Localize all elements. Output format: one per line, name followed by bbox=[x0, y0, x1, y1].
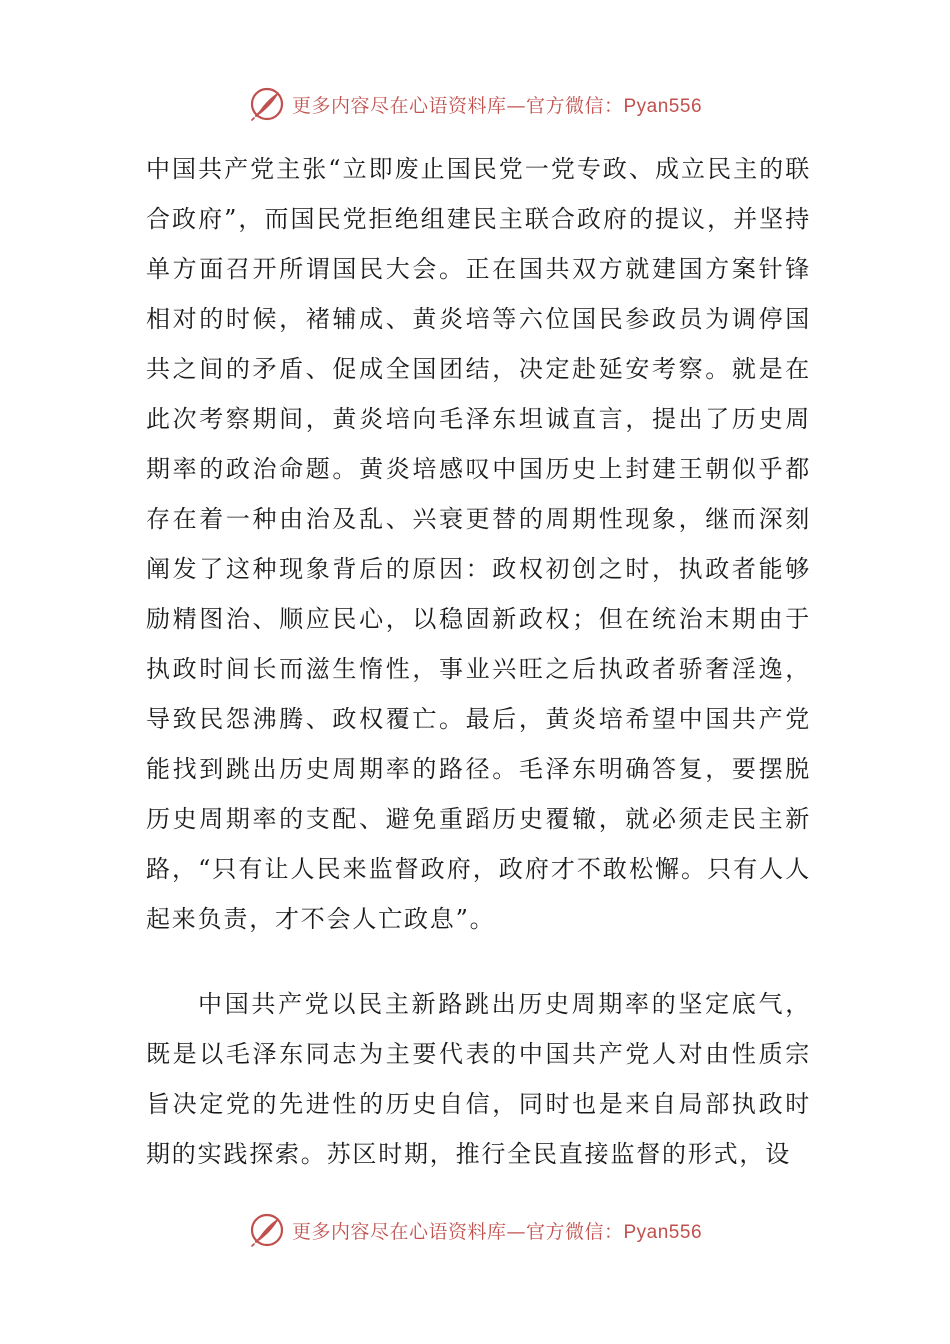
paragraph-2: 中国共产党以民主新路跳出历史周期率的坚定底气，既是以毛泽东同志为主要代表的中国共产党人对由性质宗旨决定党的先进性的历史自信，同时也是来自局部执政时期的实践探索。苏区时期，推行全民直接监督的形式，设 bbox=[146, 990, 811, 1168]
document-body bbox=[146, 144, 811, 1179]
paragraph-spacer bbox=[146, 944, 811, 979]
banner-label bbox=[292, 91, 702, 118]
banner-handle: Pyan556 bbox=[623, 95, 703, 117]
banner-text: 更多内容尽在心语资料库—官方微信： bbox=[291, 94, 624, 117]
header-banner bbox=[0, 82, 950, 126]
quill-pen-icon bbox=[248, 85, 286, 123]
banner-label bbox=[292, 1217, 702, 1244]
banner-text: 更多内容尽在心语资料库—官方微信： bbox=[291, 1220, 624, 1243]
footer-banner bbox=[0, 1208, 950, 1252]
quill-pen-icon bbox=[248, 1211, 286, 1249]
paragraph-1: 中国共产党主张“立即废止国民党一党专政、成立民主的联合政府”，而国民党拒绝组建民主联合政府的提议，并坚持单方面召开所谓国民大会。正在国共双方就建国方案针锋相对的时候，褚辅成、黄炎培等六位国民参政员为调停国共之间的矛盾、促成全国团结，决定赴延安考察。就是在此次考察期间，黄炎培向毛泽东坦诚直言，提出了历史周期率的政治命题。黄炎培感叹中国历史上封建王朝似乎都存在着一种由治及乱、兴衰更替的周期性现象，继而深刻阐发了这种现象背后的原因：政权初创之时，执政者能够励精图治、顺应民心，以稳固新政权；但在统治末期由于执政时间长而滋生惰性，事业兴旺之后执政者骄奢淫逸，导致民怨沸腾、政权覆亡。最后，黄炎培希望中国共产党能找到跳出历史周期率的路径。毛泽东明确答复，要摆脱历史周期率的支配、避免重蹈历史覆辙，就必须走民主新路，“只有让人民来监督政府，政府才不敢松懈。只有人人起来负责，才不会人亡政息”。 bbox=[146, 155, 811, 933]
banner-handle: Pyan556 bbox=[623, 1221, 703, 1243]
